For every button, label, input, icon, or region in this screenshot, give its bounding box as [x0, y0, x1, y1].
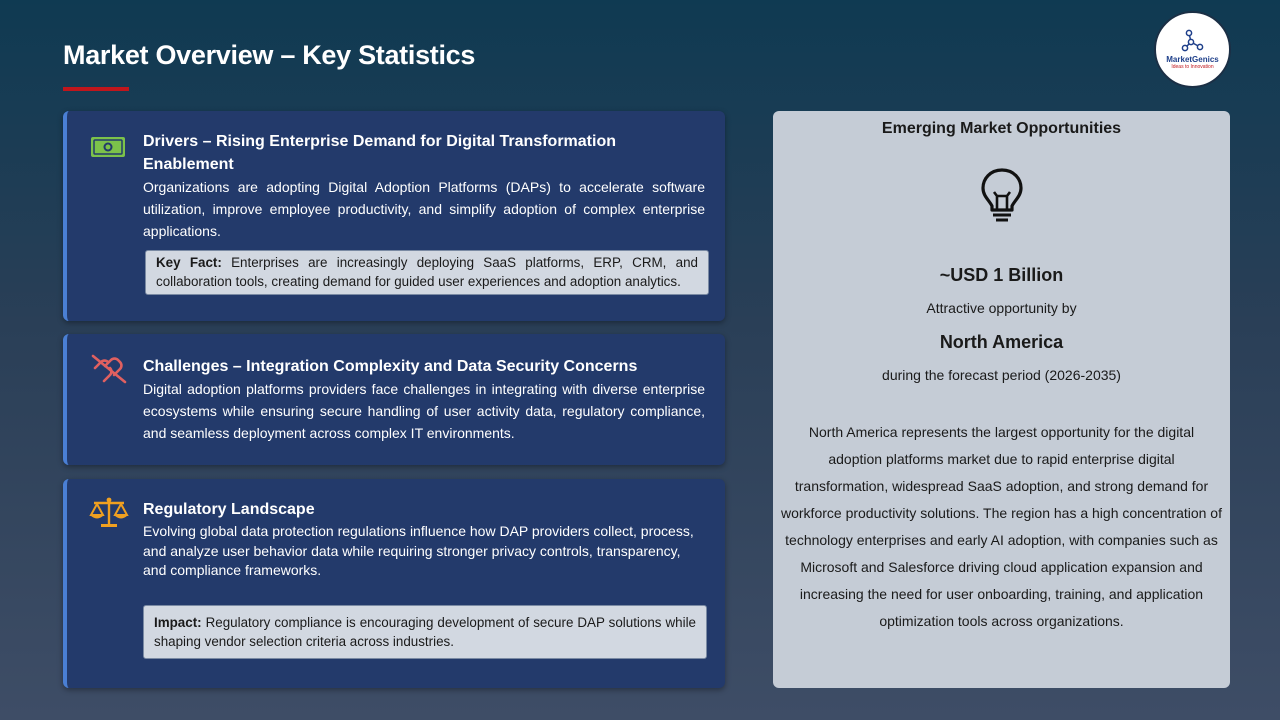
key-fact-text: Enterprises are increasingly deploying SaaS platforms, ERP, CRM, and collaboration tools, creating demand for guided user experiences and adoption analytics.: [156, 255, 698, 289]
drivers-body: Organizations are adopting Digital Adoption Platforms (DAPs) to accelerate software utilization, improve employee productivity, and simplify adoption of complex enterprise applications.: [143, 179, 705, 239]
title-underline: [63, 87, 129, 91]
opportunity-amount: ~USD 1 Billion: [939, 265, 1064, 285]
impact-text: Regulatory compliance is encouraging development of secure DAP solutions while shaping vendor selection criteria across industries.: [154, 615, 696, 649]
challenges-title: Challenges – Integration Complexity and Data Security Concerns: [143, 358, 638, 375]
company-logo: [1154, 11, 1231, 88]
scales-icon: [89, 495, 129, 529]
key-fact-label: Key Fact:: [156, 255, 222, 270]
key-fact-box: [145, 250, 709, 295]
impact-label: Impact:: [154, 615, 202, 630]
money-icon: [89, 129, 129, 163]
challenges-body: Digital adoption platforms providers face challenges in integrating with diverse enterprise ecosystems while ensuring secure handling of user activity data, regulatory compliance, and seamless deployment across complex IT environments.: [143, 381, 705, 441]
logo-name: MarketGenics: [1166, 55, 1219, 64]
regulatory-body: Evolving global data protection regulations influence how DAP providers collect, process, and analyze user behavior data while requiring stronger privacy controls, transparency, and compliance frameworks.: [143, 523, 694, 578]
opportunity-heading: Emerging Market Opportunities: [881, 120, 1122, 137]
broken-link-icon: [89, 352, 129, 386]
network-nodes-icon: [1181, 29, 1205, 53]
opportunity-panel: [773, 111, 1230, 688]
challenges-card: [63, 334, 725, 465]
opportunity-region: North America: [939, 332, 1064, 352]
drivers-title: Drivers – Rising Enterprise Demand for Digital Transformation Enablement: [143, 133, 616, 173]
page-title: Market Overview – Key Statistics: [63, 40, 476, 70]
forecast-period: during the forecast period (2026-2035): [882, 367, 1121, 383]
impact-box: [143, 605, 707, 659]
opportunity-subtitle: Attractive opportunity by: [926, 300, 1077, 316]
drivers-card: [63, 111, 725, 321]
lightbulb-icon: [979, 166, 1025, 222]
opportunity-description: North America represents the largest opportunity for the digital adoption platforms market due to rapid enterprise digital transformation, widespread SaaS adoption, and strong demand for workforce productivity solutions. The region has a high concentration of technology enterprises and early AI adoption, with companies such as Microsoft and Salesforce driving cloud application expansion and increasing the need for user onboarding, training, and application optimization tools across organizations.: [781, 424, 1222, 629]
regulatory-title: Regulatory Landscape: [143, 501, 315, 518]
regulatory-card: [63, 479, 725, 688]
logo-tagline: Ideas to Innovation: [1171, 64, 1214, 70]
